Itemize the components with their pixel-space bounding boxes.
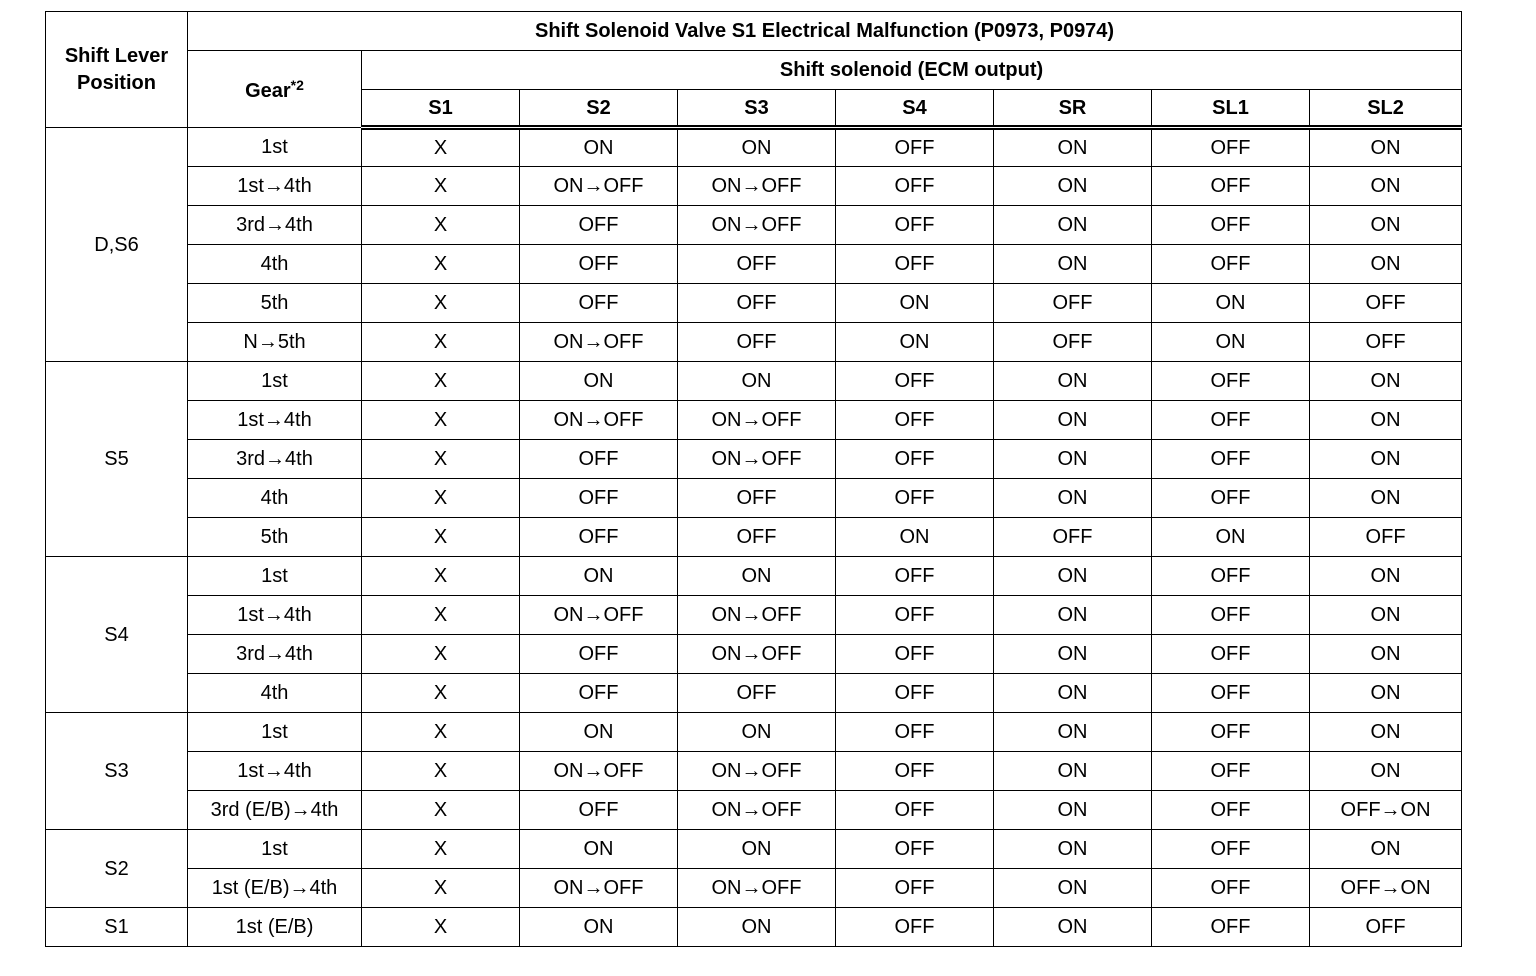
gear-label: Gear (245, 79, 291, 102)
solenoid-value-cell: ON (1152, 323, 1310, 362)
solenoid-value-cell: X (362, 752, 520, 791)
solenoid-value-cell: ON (1310, 830, 1462, 869)
solenoid-value-cell: OFF (520, 674, 678, 713)
solenoid-value-cell: ON→OFF (678, 869, 836, 908)
solenoid-value-cell: OFF (836, 557, 994, 596)
gear-cell: 3rd (E/B)→4th (188, 791, 362, 830)
solenoid-value-cell: ON (520, 713, 678, 752)
solenoid-value-cell: OFF (1152, 167, 1310, 206)
solenoid-value-cell: ON (1310, 128, 1462, 167)
table-body (46, 128, 1462, 947)
solenoid-value-cell: ON (836, 284, 994, 323)
solenoid-header-s4: S4 (836, 90, 994, 128)
solenoid-value-cell: OFF (1310, 323, 1462, 362)
solenoid-value-cell: ON (1310, 713, 1462, 752)
solenoid-value-cell: OFF (1310, 908, 1462, 947)
solenoid-value-cell: OFF (836, 401, 994, 440)
solenoid-value-cell: OFF (1152, 557, 1310, 596)
solenoid-value-cell: ON (994, 713, 1152, 752)
solenoid-value-cell: ON (994, 245, 1152, 284)
solenoid-value-cell: OFF (836, 869, 994, 908)
gear-cell: 4th (188, 245, 362, 284)
solenoid-value-cell: ON→OFF (678, 401, 836, 440)
solenoid-value-cell: OFF (836, 440, 994, 479)
solenoid-value-cell: ON (1310, 479, 1462, 518)
table-row (46, 635, 1462, 674)
table-row (46, 401, 1462, 440)
solenoid-value-cell: X (362, 635, 520, 674)
solenoid-value-cell: OFF (1152, 206, 1310, 245)
solenoid-value-cell: X (362, 557, 520, 596)
shift-lever-position-cell: S2 (46, 830, 188, 908)
solenoid-value-cell: ON→OFF (520, 596, 678, 635)
solenoid-value-cell: X (362, 323, 520, 362)
solenoid-table (45, 11, 1462, 947)
table-row (46, 206, 1462, 245)
solenoid-value-cell: ON (994, 440, 1152, 479)
solenoid-value-cell: OFF (678, 245, 836, 284)
solenoid-value-cell: X (362, 479, 520, 518)
solenoid-value-cell: ON (520, 830, 678, 869)
solenoid-value-cell: OFF (1152, 869, 1310, 908)
solenoid-value-cell: ON (994, 674, 1152, 713)
solenoid-value-cell: ON→OFF (678, 635, 836, 674)
table-row (46, 362, 1462, 401)
solenoid-value-cell: OFF (678, 323, 836, 362)
solenoid-value-cell: X (362, 206, 520, 245)
shift-lever-position-cell: S1 (46, 908, 188, 947)
solenoid-value-cell: ON (994, 869, 1152, 908)
solenoid-value-cell: OFF (1152, 713, 1310, 752)
gear-cell: 1st→4th (188, 167, 362, 206)
solenoid-value-cell: ON (678, 362, 836, 401)
solenoid-value-cell: ON (994, 206, 1152, 245)
table-row (46, 908, 1462, 947)
gear-cell: 4th (188, 479, 362, 518)
solenoid-value-cell: X (362, 674, 520, 713)
gear-cell: 4th (188, 674, 362, 713)
solenoid-value-cell: OFF (994, 284, 1152, 323)
solenoid-value-cell: OFF (520, 245, 678, 284)
solenoid-value-cell: X (362, 284, 520, 323)
solenoid-value-cell: OFF (520, 440, 678, 479)
solenoid-value-cell: ON (1310, 206, 1462, 245)
solenoid-value-cell: OFF (994, 518, 1152, 557)
solenoid-value-cell: ON (1310, 362, 1462, 401)
solenoid-value-cell: ON (1310, 635, 1462, 674)
solenoid-value-cell: OFF (1310, 284, 1462, 323)
table-title: Shift Solenoid Valve S1 Electrical Malfunction (P0973, P0974) (188, 12, 1462, 51)
solenoid-value-cell: OFF (836, 713, 994, 752)
gear-header (188, 51, 362, 128)
gear-cell: N→5th (188, 323, 362, 362)
solenoid-value-cell: OFF (520, 635, 678, 674)
solenoid-value-cell: X (362, 596, 520, 635)
solenoid-value-cell: OFF (520, 791, 678, 830)
solenoid-value-cell: OFF (1152, 440, 1310, 479)
solenoid-value-cell: OFF (836, 635, 994, 674)
table-row (46, 479, 1462, 518)
solenoid-value-cell: ON (994, 830, 1152, 869)
solenoid-value-cell: ON (1310, 596, 1462, 635)
solenoid-value-cell: ON (1310, 401, 1462, 440)
solenoid-value-cell: ON (520, 557, 678, 596)
shift-lever-position-cell: D,S6 (46, 128, 188, 362)
solenoid-value-cell: ON (678, 713, 836, 752)
table-row (46, 518, 1462, 557)
gear-cell: 1st (188, 557, 362, 596)
table-row (46, 284, 1462, 323)
solenoid-value-cell: OFF (836, 362, 994, 401)
solenoid-value-cell: OFF (994, 323, 1152, 362)
table-row (46, 128, 1462, 167)
solenoid-value-cell: ON (678, 908, 836, 947)
gear-cell: 3rd→4th (188, 440, 362, 479)
solenoid-value-cell: OFF (1152, 479, 1310, 518)
solenoid-value-cell: OFF (520, 206, 678, 245)
solenoid-value-cell: OFF (1310, 518, 1462, 557)
solenoid-value-cell: OFF (1152, 908, 1310, 947)
gear-cell: 1st (E/B)→4th (188, 869, 362, 908)
solenoid-value-cell: ON (1310, 440, 1462, 479)
solenoid-value-cell: OFF (836, 908, 994, 947)
solenoid-value-cell: ON→OFF (520, 869, 678, 908)
solenoid-value-cell: X (362, 401, 520, 440)
solenoid-value-cell: OFF (836, 674, 994, 713)
table-row (46, 440, 1462, 479)
shift-lever-position-cell: S4 (46, 557, 188, 713)
solenoid-value-cell: OFF (678, 284, 836, 323)
gear-cell: 1st (E/B) (188, 908, 362, 947)
solenoid-value-cell: ON→OFF (678, 206, 836, 245)
gear-cell: 1st (188, 830, 362, 869)
solenoid-value-cell: OFF (1152, 362, 1310, 401)
solenoid-value-cell: X (362, 128, 520, 167)
solenoid-value-cell: X (362, 869, 520, 908)
solenoid-value-cell: OFF (1152, 245, 1310, 284)
solenoid-value-cell: ON (994, 128, 1152, 167)
solenoid-value-cell: ON (994, 596, 1152, 635)
table-row (46, 869, 1462, 908)
solenoid-value-cell: ON (994, 791, 1152, 830)
solenoid-value-cell: ON (1310, 167, 1462, 206)
solenoid-value-cell: ON (994, 479, 1152, 518)
solenoid-value-cell: ON (994, 362, 1152, 401)
solenoid-value-cell: OFF (678, 518, 836, 557)
table-row (46, 245, 1462, 284)
solenoid-value-cell: OFF→ON (1310, 869, 1462, 908)
solenoid-value-cell: ON (520, 362, 678, 401)
table-row (46, 713, 1462, 752)
gear-cell: 1st (188, 362, 362, 401)
solenoid-value-cell: OFF (836, 245, 994, 284)
gear-cell: 1st→4th (188, 401, 362, 440)
solenoid-value-cell: OFF (520, 284, 678, 323)
solenoid-value-cell: OFF (836, 752, 994, 791)
table-row (46, 557, 1462, 596)
solenoid-value-cell: OFF (1152, 128, 1310, 167)
table-header (46, 12, 1462, 128)
solenoid-value-cell: OFF (1152, 596, 1310, 635)
solenoid-header-sr: SR (994, 90, 1152, 128)
solenoid-value-cell: OFF (678, 674, 836, 713)
solenoid-value-cell: OFF (836, 128, 994, 167)
table-wrapper (45, 11, 1462, 947)
solenoid-value-cell: ON (836, 323, 994, 362)
solenoid-value-cell: OFF (520, 479, 678, 518)
solenoid-value-cell: X (362, 908, 520, 947)
gear-cell: 1st→4th (188, 596, 362, 635)
solenoid-value-cell: X (362, 791, 520, 830)
solenoid-value-cell: ON (994, 752, 1152, 791)
solenoid-header-sl2: SL2 (1310, 90, 1462, 128)
table-row (46, 752, 1462, 791)
table-row (46, 791, 1462, 830)
table-row (46, 167, 1462, 206)
solenoid-value-cell: ON (678, 128, 836, 167)
solenoid-value-cell: ON (1152, 518, 1310, 557)
solenoid-value-cell: OFF (836, 791, 994, 830)
solenoid-value-cell: OFF (836, 596, 994, 635)
solenoid-value-cell: ON (1310, 752, 1462, 791)
solenoid-value-cell: ON→OFF (520, 167, 678, 206)
table-row (46, 830, 1462, 869)
gear-cell: 3rd→4th (188, 206, 362, 245)
solenoid-header-s2: S2 (520, 90, 678, 128)
shift-lever-position-label: Shift Lever Position (64, 44, 169, 94)
solenoid-value-cell: X (362, 362, 520, 401)
solenoid-header-s1: S1 (362, 90, 520, 128)
solenoid-value-cell: OFF (836, 830, 994, 869)
solenoid-value-cell: ON→OFF (678, 440, 836, 479)
solenoid-value-cell: ON (994, 635, 1152, 674)
gear-cell: 1st (188, 713, 362, 752)
solenoid-value-cell: OFF (836, 206, 994, 245)
solenoid-value-cell: ON→OFF (520, 752, 678, 791)
solenoid-value-cell: OFF→ON (1310, 791, 1462, 830)
solenoid-header-s3: S3 (678, 90, 836, 128)
gear-cell: 5th (188, 518, 362, 557)
solenoid-value-cell: ON→OFF (678, 167, 836, 206)
solenoid-value-cell: OFF (836, 479, 994, 518)
solenoid-value-cell: OFF (1152, 752, 1310, 791)
solenoid-value-cell: OFF (678, 479, 836, 518)
solenoid-header-sl1: SL1 (1152, 90, 1310, 128)
solenoid-value-cell: OFF (1152, 830, 1310, 869)
solenoid-value-cell: OFF (520, 518, 678, 557)
solenoid-value-cell: ON→OFF (678, 791, 836, 830)
solenoid-value-cell: ON (1152, 284, 1310, 323)
solenoid-value-cell: ON→OFF (678, 752, 836, 791)
solenoid-value-cell: X (362, 440, 520, 479)
table-row (46, 323, 1462, 362)
gear-cell: 3rd→4th (188, 635, 362, 674)
gear-cell: 5th (188, 284, 362, 323)
solenoid-value-cell: X (362, 167, 520, 206)
solenoid-value-cell: ON→OFF (678, 596, 836, 635)
solenoid-value-cell: OFF (836, 167, 994, 206)
gear-cell: 1st→4th (188, 752, 362, 791)
solenoid-value-cell: ON (520, 908, 678, 947)
solenoid-group-header: Shift solenoid (ECM output) (362, 51, 1462, 90)
solenoid-value-cell: OFF (1152, 674, 1310, 713)
solenoid-value-cell: ON (1310, 674, 1462, 713)
solenoid-value-cell: OFF (1152, 401, 1310, 440)
solenoid-value-cell: ON→OFF (520, 323, 678, 362)
solenoid-value-cell: ON (678, 557, 836, 596)
solenoid-value-cell: OFF (1152, 791, 1310, 830)
table-row (46, 596, 1462, 635)
solenoid-value-cell: X (362, 713, 520, 752)
solenoid-value-cell: ON (994, 908, 1152, 947)
solenoid-value-cell: X (362, 830, 520, 869)
solenoid-value-cell: ON (994, 401, 1152, 440)
solenoid-value-cell: ON (994, 167, 1152, 206)
shift-lever-position-cell: S3 (46, 713, 188, 830)
shift-lever-position-header (46, 12, 188, 128)
gear-footnote-mark: *2 (290, 76, 304, 93)
table-row (46, 674, 1462, 713)
solenoid-value-cell: ON (836, 518, 994, 557)
gear-cell: 1st (188, 128, 362, 167)
solenoid-value-cell: X (362, 518, 520, 557)
solenoid-value-cell: ON (678, 830, 836, 869)
solenoid-value-cell: OFF (1152, 635, 1310, 674)
solenoid-value-cell: ON (1310, 245, 1462, 284)
solenoid-value-cell: ON (994, 557, 1152, 596)
solenoid-value-cell: ON (520, 128, 678, 167)
solenoid-value-cell: ON (1310, 557, 1462, 596)
solenoid-value-cell: X (362, 245, 520, 284)
shift-lever-position-cell: S5 (46, 362, 188, 557)
solenoid-value-cell: ON→OFF (520, 401, 678, 440)
